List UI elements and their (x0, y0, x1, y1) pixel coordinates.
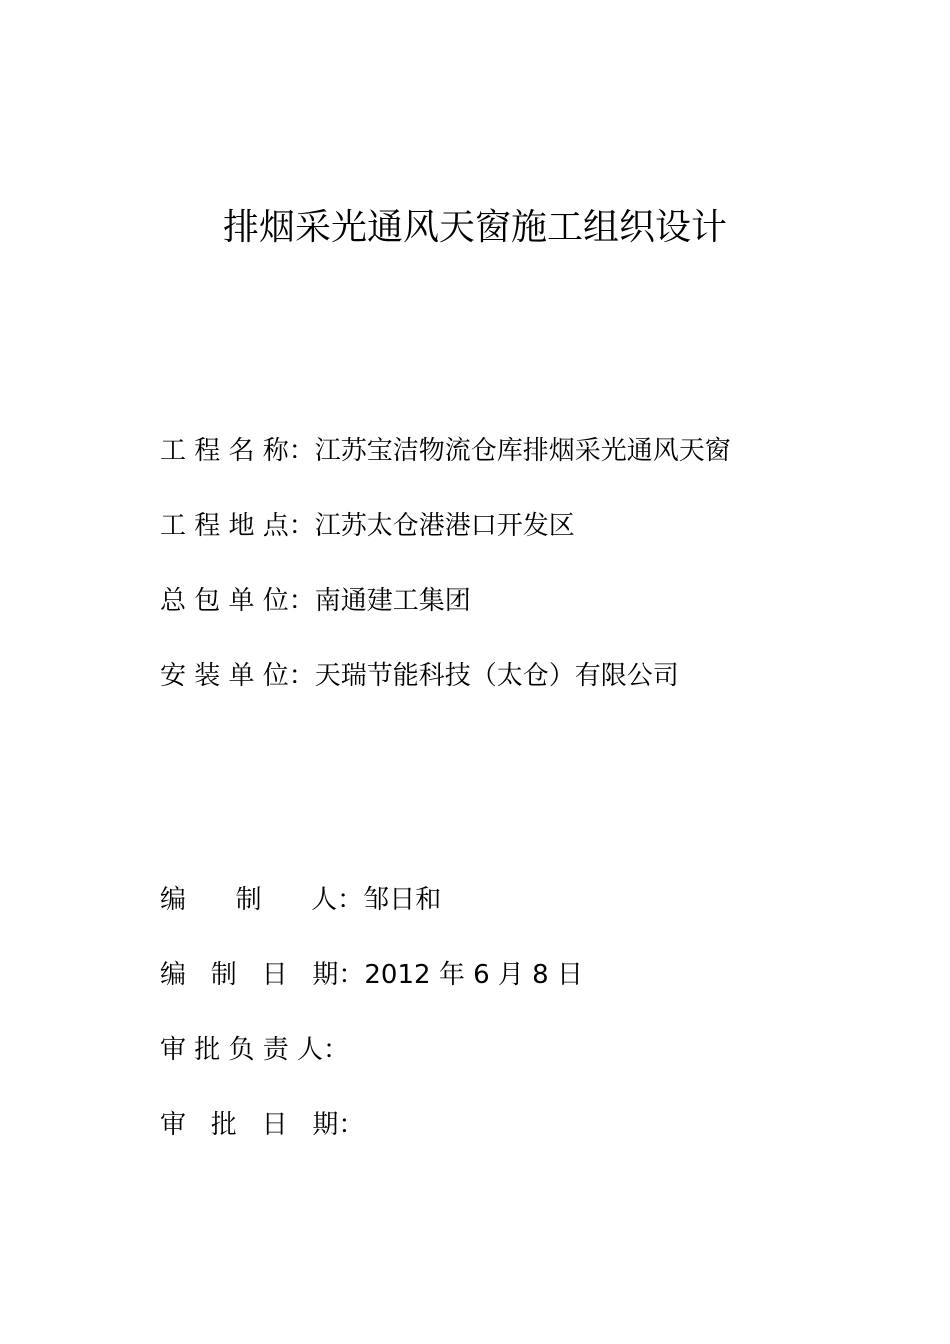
prepared-date-label: 编 制 日 期： (160, 960, 365, 990)
prepared-by-value: 邹日和 (363, 885, 442, 915)
general-contractor-value: 南通建工集团 (314, 586, 471, 616)
prepared-by-row (160, 880, 441, 920)
project-name-label: 工 程 名 称： (160, 436, 315, 466)
prepared-by-label: 编 制 人： (160, 885, 364, 915)
document-title: 排烟采光通风天窗施工组织设计 (222, 207, 727, 248)
prepared-date-value: 2012 年 6 月 8 日 (364, 960, 583, 990)
approver-label: 审 批 负 责 人： (160, 1035, 350, 1065)
installer-row (160, 656, 679, 696)
project-location-label: 工 程 地 点： (160, 511, 315, 541)
project-name-value: 江苏宝洁物流仓库排烟采光通风天窗 (314, 436, 731, 466)
prepared-date-row (160, 955, 583, 995)
general-contractor-row (160, 581, 471, 621)
installer-value: 天瑞节能科技（太仓）有限公司 (314, 661, 679, 691)
approval-date-label: 审 批 日 期： (160, 1110, 365, 1140)
approver-row (160, 1030, 349, 1070)
project-location-row (160, 506, 575, 546)
installer-label: 安 装 单 位： (160, 661, 315, 691)
project-name-row (160, 431, 731, 471)
approval-date-row (160, 1105, 364, 1145)
project-location-value: 江苏太仓港港口开发区 (314, 511, 575, 541)
general-contractor-label: 总 包 单 位： (160, 586, 315, 616)
